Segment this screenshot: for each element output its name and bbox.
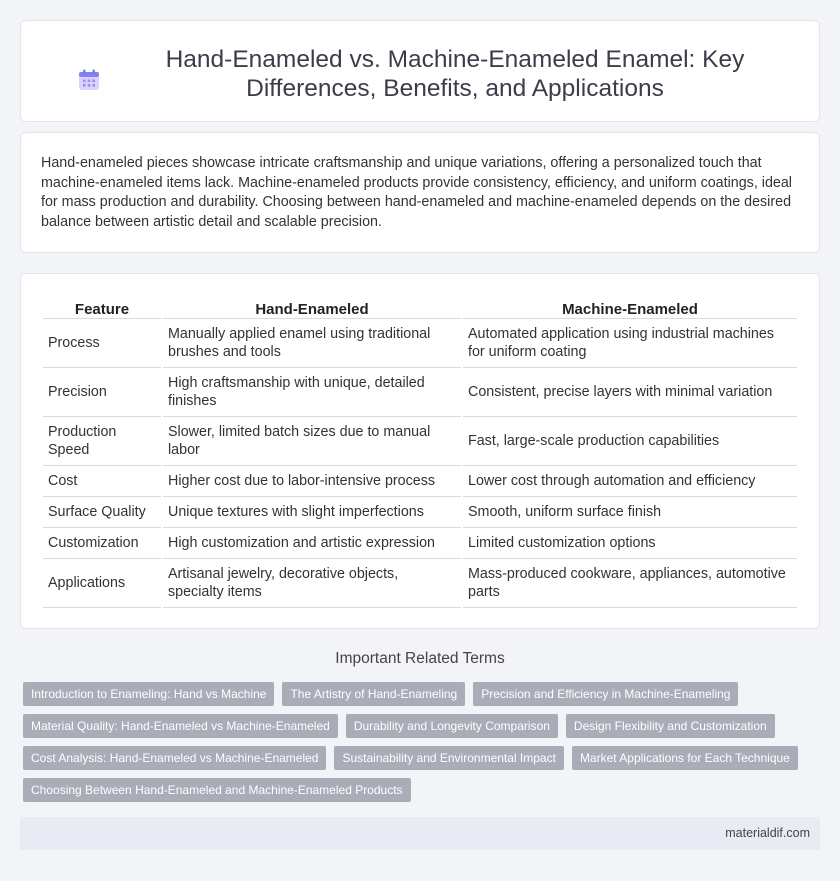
- table-row: [43, 318, 797, 367]
- table-row: [43, 465, 797, 496]
- related-tag[interactable]: Market Applications for Each Technique: [572, 746, 798, 770]
- title-card: [20, 20, 820, 122]
- feature-cell: Production Speed: [43, 416, 162, 465]
- machine-cell: Automated application using industrial machines for uniform coating: [462, 318, 797, 367]
- header-machine-enameled: Machine-Enameled: [462, 296, 797, 318]
- related-tag[interactable]: Durability and Longevity Comparison: [346, 714, 558, 738]
- machine-cell: Mass-produced cookware, appliances, automotive parts: [462, 558, 797, 607]
- hand-cell: Unique textures with slight imperfections: [162, 496, 462, 527]
- header-hand-enameled: Hand-Enameled: [162, 296, 462, 318]
- footer-site[interactable]: materialdif.com: [725, 826, 810, 840]
- intro-text: Hand-enameled pieces showcase intricate craftsmanship and unique variations, offering a personalized touch that machine-enameled items lack. Machine-enameled products provide consistency, efficiency, and uniform coatings, ideal for mass production and durability. Choosing between hand-enameled and machine-enameled depends on the desired balance between artistic detail and scalable precision.: [41, 155, 792, 230]
- table-header-row: [43, 296, 797, 318]
- header-feature: Feature: [43, 296, 162, 318]
- table-row: [43, 496, 797, 527]
- hand-cell: Slower, limited batch sizes due to manual labor: [162, 416, 462, 465]
- table-row: [43, 558, 797, 607]
- feature-cell: Applications: [43, 558, 162, 607]
- hand-cell: Higher cost due to labor-intensive process: [162, 465, 462, 496]
- related-tag[interactable]: Sustainability and Environmental Impact: [334, 746, 563, 770]
- machine-cell: Fast, large-scale production capabilities: [462, 416, 797, 465]
- related-tag[interactable]: Choosing Between Hand-Enameled and Machine-Enameled Products: [23, 778, 411, 802]
- machine-cell: Limited customization options: [462, 527, 797, 558]
- related-tag[interactable]: Material Quality: Hand-Enameled vs Machine-Enameled: [23, 714, 338, 738]
- table-row: [43, 367, 797, 416]
- page-title: Hand-Enameled vs. Machine-Enameled Enamel: Key Differences, Benefits, and Applications: [165, 46, 745, 102]
- comparison-table: [43, 296, 797, 608]
- feature-cell: Precision: [43, 367, 162, 416]
- machine-cell: Smooth, uniform surface finish: [462, 496, 797, 527]
- related-tag[interactable]: Cost Analysis: Hand-Enameled vs Machine-Enameled: [23, 746, 326, 770]
- related-terms-title: Important Related Terms: [335, 650, 505, 667]
- intro-card: [20, 132, 820, 253]
- feature-cell: Customization: [43, 527, 162, 558]
- hand-cell: High craftsmanship with unique, detailed finishes: [162, 367, 462, 416]
- machine-cell: Consistent, precise layers with minimal variation: [462, 367, 797, 416]
- footer: [20, 817, 820, 850]
- feature-cell: Process: [43, 318, 162, 367]
- feature-cell: Cost: [43, 465, 162, 496]
- related-tag[interactable]: Design Flexibility and Customization: [566, 714, 775, 738]
- related-tag[interactable]: Precision and Efficiency in Machine-Enameling: [473, 682, 738, 706]
- hand-cell: Manually applied enamel using traditional brushes and tools: [162, 318, 462, 367]
- table-row: [43, 527, 797, 558]
- hand-cell: Artisanal jewelry, decorative objects, specialty items: [162, 558, 462, 607]
- related-terms-list: [23, 682, 823, 810]
- related-tag[interactable]: The Artistry of Hand-Enameling: [282, 682, 465, 706]
- feature-cell: Surface Quality: [43, 496, 162, 527]
- comparison-table-card: [20, 273, 820, 629]
- related-tag[interactable]: Introduction to Enameling: Hand vs Machine: [23, 682, 274, 706]
- table-row: [43, 416, 797, 465]
- hand-cell: High customization and artistic expression: [162, 527, 462, 558]
- machine-cell: Lower cost through automation and efficiency: [462, 465, 797, 496]
